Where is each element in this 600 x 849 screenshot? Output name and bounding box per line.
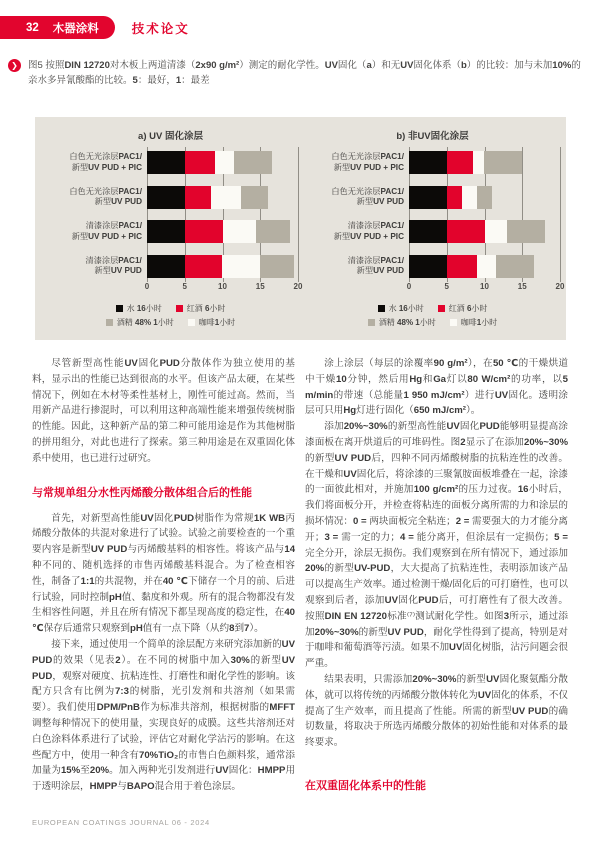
legend-swatch-icon — [106, 319, 113, 326]
legend-label: 酒精 48% 1小时 — [116, 317, 174, 327]
bar-segment — [447, 186, 462, 209]
journal-footer: EUROPEAN COATINGS JOURNAL 06 - 2024 — [32, 818, 210, 827]
x-axis-tick: 0 — [406, 281, 412, 291]
category-label: 白色无光涂层PAC1/ 新型UV PUD + PIC — [69, 152, 142, 172]
bar-segment — [147, 220, 185, 243]
chart-title: b) 非UV固化涂层 — [396, 131, 469, 142]
legend-entry — [116, 302, 162, 315]
bar-segment — [256, 220, 290, 243]
legend-entry — [378, 302, 424, 315]
bar-segment — [215, 151, 234, 174]
legend-row — [47, 316, 294, 330]
bar-segment — [409, 220, 447, 243]
paragraph: 涂上涂层（每层的涂覆率90 g/m²），在50 ℃的干燥烘道中干燥10分钟，然后用Hg和Ga灯以80 W/cm²的功率，以5 m/min的带速（总能量1 950 mJ/cm²）进行UV固化。透明涂层可只用Hg灯进行固化（650 mJ/cm²）。 — [305, 358, 569, 417]
bar-segment — [409, 186, 447, 209]
bar-segment — [477, 186, 492, 209]
x-axis-tick: 0 — [144, 281, 150, 291]
legend-label: 咖啡1小时 — [460, 317, 498, 327]
chart-row — [47, 151, 294, 174]
stacked-bar — [147, 151, 272, 174]
article-column-left — [32, 356, 295, 804]
bar-segment — [223, 220, 257, 243]
paragraph: 首先，对新型高性能UV固化PUD树脂作为常规1K WB丙烯酸分散体的共混对象进行了试验。试验之前要检查的一个重要内容是新型UV PUD与丙烯酸基料的相容性。将该产品与14种不同的、随机选择的市售丙烯酸基料混合。为了检查相容性，制备了1:1的共混物，并在40 ℃下储存一个月的前、后进行试验，同时控制pH值、黏度和外观。所有的混合物都没有发生相容性问题，并且在所有情况下都呈现高度的稳定性，在40 ℃保存后通常只观察到pH值有一点下降（从约8到7）。 — [32, 512, 296, 635]
legend-swatch-icon — [116, 305, 123, 312]
bar-segment — [185, 186, 211, 209]
bar-segment — [185, 151, 215, 174]
x-axis-tick: 10 — [218, 281, 227, 291]
category-label: 清漆涂层PAC1/ 新型UV PUD — [347, 255, 404, 275]
legend-swatch-icon — [188, 319, 195, 326]
figure-caption-text: 图5 按照DIN 12720对木板上两道清漆（2x90 g/m²）测定的耐化学性。UV固化（a）和无UV固化体系（b）的比较：加与未加10%的亲水多异氰酸酯的比较。5：最好，1：最差 — [28, 60, 581, 86]
legend-label: 红酒 6小时 — [448, 303, 488, 313]
figure-caption — [8, 58, 586, 88]
x-axis-tick: 5 — [182, 281, 187, 291]
legend-label: 水 16小时 — [126, 303, 162, 313]
legend-entry — [176, 302, 226, 315]
chart-x-axis — [144, 281, 303, 295]
article-column-right — [305, 356, 568, 804]
stacked-bar — [409, 186, 492, 209]
x-axis-tick: 10 — [480, 281, 489, 291]
paragraph: 接下来，通过使用一个简单的涂层配方来研究添加新的UV PUD的效果（见表2）。在不同的树脂中加入30%的新型UV PUD，观察对硬度、抗粘连性、打磨性和耐化学性的影响。该配方只含有比例为7:3的树脂，光引发剂和共溶剂（如果需要）。我们使用DPM/PnB作为标准共溶剂，根据树脂的MFFT调整每种情况下的使用量，实现良好的成膜。这些共溶剂还对白色涂料体系进行了试验，评估它对耐化学沾污的影响。在这些配方中，使用一种含有70%TiO₂的市售白色颜料浆，通常添加量为15%至20%。加入两种光引发剂进行UV固化：HMPP用于透明涂层，HMPP与BAPO混合用于着色涂层。 — [32, 638, 296, 793]
stacked-bar — [409, 151, 522, 174]
bar-segment — [147, 151, 185, 174]
chart-row — [309, 151, 556, 174]
section-title: 木器涂料 — [52, 22, 99, 35]
legend-swatch-icon — [438, 305, 445, 312]
x-axis-tick: 5 — [444, 281, 449, 291]
paragraph: 结果表明，只需添加20%~30%的新型UV固化聚氨酯分散体，就可以将传统的丙烯酸分散体转化为UV固化的体系，不仅提高了生产效率，而且提高了性能。所需的新型UV PUD的确切数量，将取决于所选丙烯酸分散体的初始性能和对体系的最终要求。 — [305, 673, 569, 749]
article-body — [32, 356, 568, 804]
bar-segment — [211, 186, 241, 209]
category-label: 白色无光涂层PAC1/ 新型UV PUD — [331, 186, 404, 206]
x-axis-tick: 15 — [255, 281, 265, 291]
legend-entry — [438, 302, 488, 315]
page-header — [0, 16, 190, 39]
chart-row — [309, 220, 556, 243]
chart-row — [47, 220, 294, 243]
bar-segment — [473, 151, 484, 174]
bar-segment — [147, 255, 185, 278]
section-badge — [0, 16, 115, 39]
chart-title: a) UV 固化涂层 — [138, 131, 203, 142]
grid-line — [560, 147, 561, 282]
stacked-bar — [147, 220, 290, 243]
paragraph: 尽管新型高性能UV固化PUD分散体作为独立使用的基料，显示出的性能已达到很高的水平。但该产品太硬，在某些情况下，例如在木材等柔性基材上，刚性可能过高。然而，当用新产品进行掺混时，可以利用这种高端性能来增强传统树脂的性能。因此，这种新产品的第二种可能用途是作为其他树脂的拼用组分，对此也进行了探索。第三种用途是在双重固化体系中使用，也已进行过研究。 — [32, 358, 296, 464]
chevron-right-circle-icon: ❯ — [8, 59, 21, 72]
bar-segment — [496, 255, 534, 278]
x-axis-tick: 20 — [555, 281, 565, 291]
category-label: 清漆涂层PAC1/ 新型UV PUD + PIC — [333, 221, 404, 241]
bar-segment — [185, 255, 223, 278]
legend-label: 咖啡1小时 — [198, 317, 236, 327]
bar-segment — [447, 220, 485, 243]
chart-row — [47, 186, 294, 209]
legend-entry — [188, 316, 235, 329]
category-label: 白色无光涂层PAC1/ 新型UV PUD — [69, 186, 142, 206]
legend-swatch-icon — [176, 305, 183, 312]
bar-segment — [409, 255, 447, 278]
x-axis-tick: 15 — [517, 281, 527, 291]
bar-segment — [234, 151, 272, 174]
legend-row — [309, 302, 556, 316]
chart-row — [309, 255, 556, 278]
legend-label: 酒精 48% 1小时 — [378, 317, 436, 327]
bar-segment — [485, 220, 508, 243]
paragraph: 添加20%~30%的新型高性能UV固化PUD能够明显提高涂漆面板在离开烘道后的可堆码性。图2显示了在添加20%~30%的新型UV PUD后，四种不同丙烯酸树脂的抗粘连性的改善。在干燥和UV固化后，将涂漆的三聚氰胺面板堆叠在一起，涂漆的一面彼此相对，并施加100 g/cm²的压力过夜。16小时后，我们将面板分开，并检查将粘连的面板分离所需的力和涂层的损坏情况：0 = 两块面板完全粘连；2 = 需要强大的力才能分离开；3 = 需一定的力；4 = 能分离开，但涂层有一定损伤；5 = 完全分开，涂层无损伤。我们观察到在所有情况下，通过添加20%的新型UV-PUD，大大提高了抗粘连性，表明添加该产品可以提高生产效率。通过检测干燥/固化后的可打磨性，也可以观察到后者，添加UV固化PUD后，可打磨性有了很大改善。按照DIN EN 12720标准⁽⁷⁾测试耐化学性。如图3所示，通过添加20%~30%的新型UV PUD，耐化学性得到了提高，特别是对于咖啡和葡萄酒等污渍。如果不加UV固化树脂，沾污问题会很严重。 — [305, 421, 569, 670]
bar-segment — [185, 220, 223, 243]
bar-segment — [409, 151, 447, 174]
legend-label: 水 16小时 — [388, 303, 424, 313]
legend-label: 红酒 6小时 — [186, 303, 226, 313]
stacked-bar — [147, 255, 294, 278]
chart-plot — [309, 151, 556, 278]
figure-chart-panel — [35, 117, 566, 340]
category-label: 清漆涂层PAC1/ 新型UV PUD — [85, 255, 142, 275]
category-label: 清漆涂层PAC1/ 新型UV PUD + PIC — [71, 221, 142, 241]
chart-x-axis — [406, 281, 565, 295]
chart-legend — [309, 302, 556, 330]
legend-swatch-icon — [450, 319, 457, 326]
section-heading-dual-cure: 在双重固化体系中的性能 — [305, 779, 426, 792]
category-label: 白色无光涂层PAC1/ 新型UV PUD + PIC — [331, 152, 404, 172]
category-label: 技术论文 — [131, 21, 190, 36]
section-heading-blend-performance: 与常规单组分水性丙烯酸分散体组合后的性能 — [32, 486, 252, 499]
chart-uv-cured — [47, 128, 303, 340]
stacked-bar — [409, 255, 534, 278]
legend-row — [47, 302, 294, 316]
bar-segment — [447, 151, 473, 174]
legend-swatch-icon — [378, 305, 385, 312]
bar-segment — [260, 255, 294, 278]
bar-segment — [477, 255, 496, 278]
bar-segment — [507, 220, 545, 243]
bar-segment — [147, 186, 185, 209]
x-axis-tick: 20 — [293, 281, 303, 291]
page-number: 32 — [26, 21, 39, 34]
chart-row — [309, 186, 556, 209]
stacked-bar — [409, 220, 545, 243]
legend-entry — [106, 316, 174, 329]
legend-entry — [368, 316, 436, 329]
bar-segment — [222, 255, 260, 278]
bar-segment — [462, 186, 477, 209]
chart-row — [47, 255, 294, 278]
legend-entry — [450, 316, 497, 329]
bar-segment — [447, 255, 477, 278]
grid-line — [298, 147, 299, 282]
chart-non-uv-cured — [309, 128, 565, 340]
legend-swatch-icon — [368, 319, 375, 326]
stacked-bar — [147, 186, 268, 209]
chart-plot — [47, 151, 294, 278]
chart-legend — [47, 302, 294, 330]
bar-segment — [484, 151, 522, 174]
legend-row — [309, 316, 556, 330]
bar-segment — [241, 186, 267, 209]
